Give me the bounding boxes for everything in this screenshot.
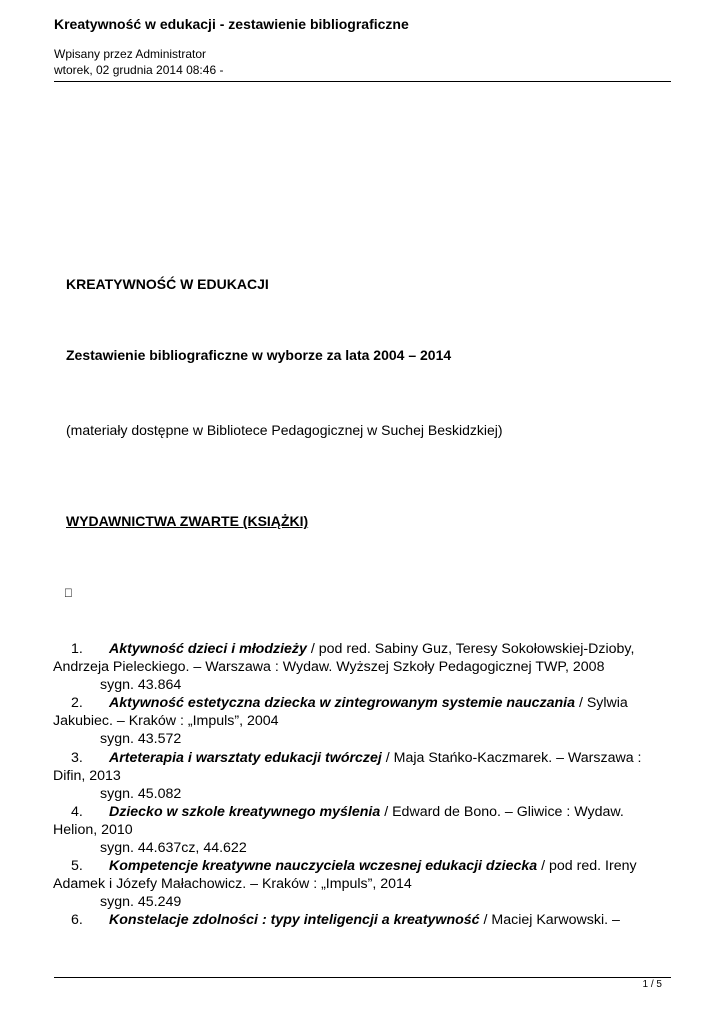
entry-details-cont: Andrzeja Pieleckiego. – Warszawa : Wydaw. Wyższej Szkoły Pedagogicznej TWP, 2008 <box>53 659 605 676</box>
section-title: WYDAWNICTWA ZWARTE (KSIĄŻKI) <box>66 513 309 529</box>
entry-number: 5. <box>71 858 83 875</box>
entry-signature: sygn. 45.249 <box>100 894 182 911</box>
entry-number: 4. <box>71 803 83 820</box>
entry-title: Konstelacje zdolności : typy inteligencji a kreatywność <box>109 912 480 929</box>
entry-signature: sygn. 43.864 <box>100 677 182 694</box>
entry-number: 2. <box>71 695 83 712</box>
page-number: 1 / 5 <box>642 979 662 990</box>
entry-details: / Maciej Karwowski. – <box>479 912 620 929</box>
footer-divider <box>54 977 671 978</box>
availability-note: (materiały dostępne w Bibliotece Pedagogicznej w Suchej Beskidzkiej) <box>66 422 503 438</box>
author-line: Wpisany przez Administrator <box>54 47 207 61</box>
main-heading: KREATYWNOŚĆ W EDUKACJI <box>66 276 269 292</box>
entry-title: Kompetencje kreatywne nauczyciela wczesnej edukacji dziecka <box>109 858 538 875</box>
entry-signature: sygn. 43.572 <box>100 731 182 748</box>
entry-title: Aktywność dzieci i młodzieży <box>109 641 307 657</box>
entry-number: 1. <box>71 641 83 657</box>
entry-details-cont: Jakubiec. – Kraków : „Impuls”, 2004 <box>53 713 279 730</box>
document-title: Kreatywność w edukacji - zestawienie bibliograficzne <box>54 16 409 32</box>
header-divider <box>54 81 671 82</box>
entry-details: / Maja Stańko-Kaczmarek. – Warszawa : <box>381 749 642 766</box>
bullet-placeholder-icon <box>64 586 73 600</box>
bibliography-list <box>53 640 673 930</box>
entry-details: / pod red. Sabiny Guz, Teresy Sokołowskiej-Dzioby, <box>306 641 635 657</box>
sub-heading: Zestawienie bibliograficzne w wyborze za lata 2004 – 2014 <box>66 347 452 363</box>
entry-details-cont: Helion, 2010 <box>53 821 133 838</box>
entry-number: 6. <box>71 912 83 929</box>
entry-details: / pod red. Ireny <box>537 858 637 875</box>
list-item <box>53 640 673 694</box>
entry-number: 3. <box>71 749 83 766</box>
list-item <box>53 911 673 929</box>
list-item <box>53 857 673 911</box>
entry-signature: sygn. 45.082 <box>100 785 182 802</box>
entry-title: Dziecko w szkole kreatywnego myślenia <box>109 803 381 820</box>
entry-details: / Edward de Bono. – Gliwice : Wydaw. <box>380 803 624 820</box>
entry-details-cont: Adamek i Józefy Małachowicz. – Kraków : „Impuls”, 2014 <box>53 876 412 893</box>
entry-details-cont: Difin, 2013 <box>53 767 121 784</box>
article-meta <box>54 46 223 78</box>
list-item <box>53 803 673 857</box>
list-item <box>53 749 673 803</box>
entry-title: Aktywność estetyczna dziecka w zintegrowanym systemie nauczania <box>109 695 575 712</box>
entry-signature: sygn. 44.637cz, 44.622 <box>100 840 247 857</box>
entry-title: Arteterapia i warsztaty edukacji twórczej <box>109 749 382 766</box>
entry-details: / Sylwia <box>575 695 628 712</box>
list-item <box>53 694 673 748</box>
date-line: wtorek, 02 grudnia 2014 08:46 - <box>54 63 224 77</box>
